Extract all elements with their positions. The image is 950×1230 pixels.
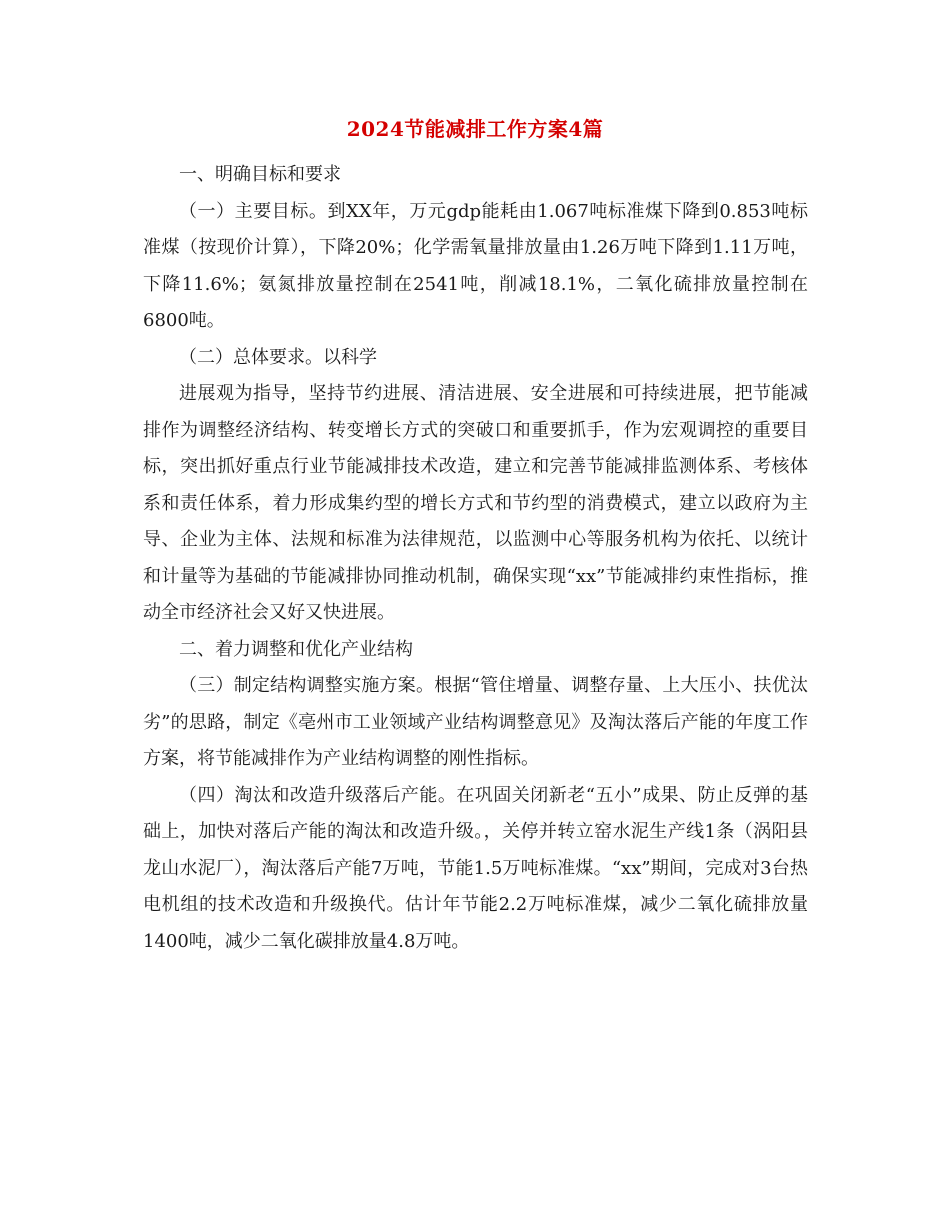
document-title: 2024节能减排工作方案4篇 (346, 117, 604, 141)
paragraph-main-goals: （一）主要目标。到XX年，万元gdp能耗由1.067吨标准煤下降到0.853吨标准煤（按现价计算），下降20%；化学需氧量排放量由1.26万吨下降到1.11万吨，下降11.6%；氨氮排放量控制在2541吨，削减18.1%，二氧化硫排放量控制在6800吨。 (143, 200, 808, 331)
document-body (143, 157, 808, 960)
heading-section-2: 二、着力调整和优化产业结构 (179, 638, 413, 660)
paragraph-general-requirements: （二）总体要求。以科学 (179, 346, 377, 368)
heading-section-1: 一、明确目标和要求 (179, 164, 341, 185)
paragraph-development-view: 进展观为指导，坚持节约进展、清洁进展、安全进展和可持续进展，把节能减排作为调整经济结构、转变增长方式的突破口和重要抓手，作为宏观调控的重要目标，突出抓好重点行业节能减排技术改造，建立和完善节能减排监测体系、考核体系和责任体系，着力形成集约型的增长方式和节约型的消费模式，建立以政府为主导、企业为主体、法规和标准为法律规范，以监测中心等服务机构为依托、以统计和计量等为基础的节能减排协同推动机制，确保实现“xx”节能减排约束性指标，推动全市经济社会又好又快进展。 (143, 383, 808, 623)
paragraph-structure-plan: （三）制定结构调整实施方案。根据“管住增量、调整存量、上大压小、扶优汰劣”的思路，制定《亳州市工业领域产业结构调整意见》及淘汰落后产能的年度工作方案，将节能减排作为产业结构调整的刚性指标。 (143, 675, 808, 769)
paragraph-eliminate-capacity: （四）淘汰和改造升级落后产能。在巩固关闭新老“五小”成果、防止反弹的基础上，加快对落后产能的淘汰和改造升级。，关停并转立窑水泥生产线1条（涡阳县龙山水泥厂），淘汰落后产能7万吨，节能1.5万吨标准煤。“xx”期间，完成对3台热电机组的技术改造和升级换代。估计年节能2.2万吨标准煤，减少二氧化硫排放量1400吨，减少二氧化碳排放量4.8万吨。 (143, 784, 808, 952)
